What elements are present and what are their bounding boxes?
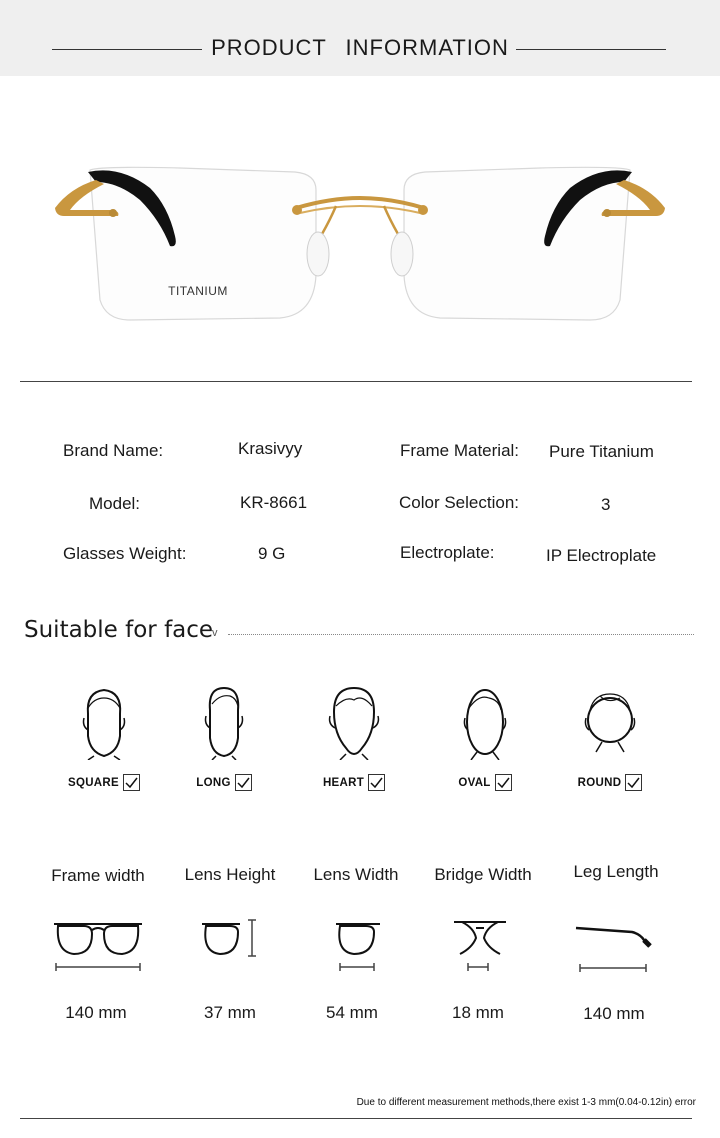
measure-label-bridge-width: Bridge Width (434, 865, 532, 884)
measure-value-leg-length: 140 mm (583, 1004, 645, 1023)
rimless-glasses-illustration (0, 110, 720, 360)
measure-value-frame-width: 140 mm (65, 1003, 127, 1022)
spec-value-brand: Krasivyy (238, 439, 303, 458)
spec-value-electroplate: IP Electroplate (546, 546, 657, 565)
round-face-icon (580, 686, 640, 760)
measure-label-lens-width: Lens Width (313, 865, 399, 884)
face-label-heart: HEART (322, 776, 365, 789)
face-round (550, 686, 670, 791)
face-label-square: SQUARE (67, 776, 119, 789)
spec-label-material: Frame Material: (400, 441, 520, 460)
oval-face-icon (455, 686, 515, 760)
heart-face-icon (324, 686, 384, 760)
check-icon (123, 774, 140, 791)
frame-width-icon (50, 914, 146, 974)
square-face-icon (74, 686, 134, 760)
check-icon (235, 774, 252, 791)
spec-value-color: 3 (601, 495, 611, 514)
face-square (44, 686, 164, 791)
header-rule-right (516, 49, 666, 50)
spec-label-model: Model: (89, 494, 141, 513)
lens-height-icon (198, 914, 264, 960)
face-label-long: LONG (196, 776, 231, 789)
header-banner (0, 0, 720, 76)
long-face-icon (194, 686, 254, 760)
dotted-rule (228, 634, 694, 635)
check-icon (495, 774, 512, 791)
spec-value-model: KR-8661 (240, 493, 308, 512)
measure-value-lens-height: 37 mm (204, 1003, 256, 1022)
spec-label-weight: Glasses Weight: (63, 544, 187, 563)
temple-print: TITANIUM (168, 284, 228, 298)
spec-label-brand: Brand Name: (63, 441, 164, 460)
leg-length-icon (574, 920, 654, 974)
lens-width-icon (332, 914, 388, 974)
product-image (0, 110, 720, 360)
face-oval (425, 686, 545, 791)
page-title: PRODUCT INFORMATION (211, 35, 509, 60)
spec-value-material: Pure Titanium (549, 442, 654, 461)
measure-label-lens-height: Lens Height (184, 865, 276, 884)
chevron-down-icon: v (212, 627, 218, 639)
spec-label-electroplate: Electroplate: (400, 543, 495, 562)
section-divider-bottom (20, 1118, 692, 1119)
measure-value-lens-width: 54 mm (326, 1003, 378, 1022)
face-label-oval: OVAL (458, 776, 491, 789)
check-icon (625, 774, 642, 791)
section-divider-top (20, 381, 692, 382)
face-long (164, 686, 284, 791)
spec-value-weight: 9 G (258, 544, 286, 563)
face-heart (294, 686, 414, 791)
bridge-width-icon (452, 914, 508, 974)
measure-label-leg-length: Leg Length (573, 862, 659, 881)
check-icon (368, 774, 385, 791)
face-label-round: ROUND (577, 776, 622, 789)
measure-label-frame-width: Frame width (51, 866, 145, 885)
measure-value-bridge-width: 18 mm (452, 1003, 504, 1022)
suitable-face-title: Suitable for face (24, 617, 214, 643)
spec-label-color: Color Selection: (399, 493, 520, 512)
measurement-disclaimer: Due to different measurement methods,there exist 1-3 mm(0.04-0.12in) error (356, 1097, 696, 1108)
